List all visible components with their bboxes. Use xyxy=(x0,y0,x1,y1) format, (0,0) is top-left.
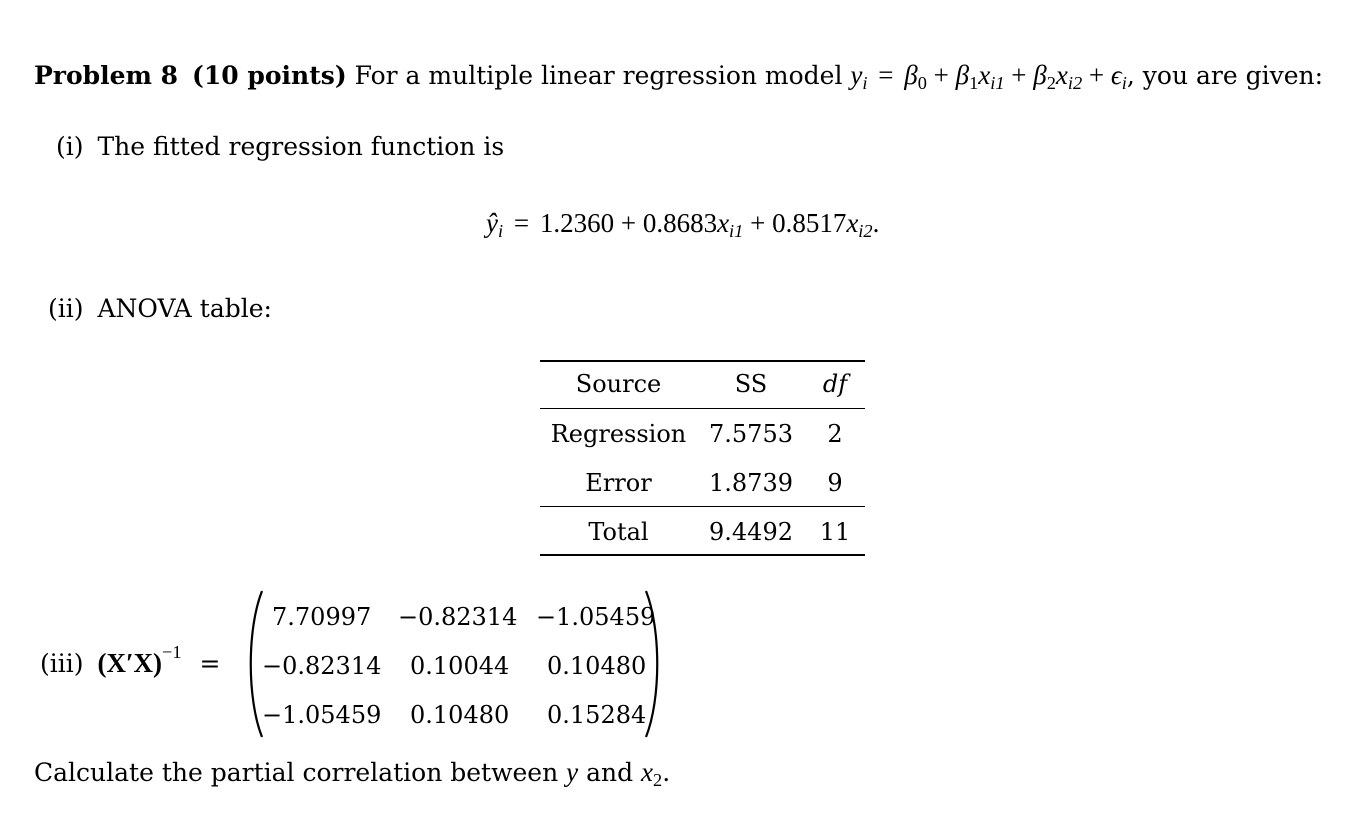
matrix-cell: 0.10044 xyxy=(410,652,510,680)
row-regression-ss: 7.5753 xyxy=(709,420,793,448)
part-iii xyxy=(40,642,221,679)
problem-label: Problem 8 xyxy=(34,61,179,90)
part-i-label: (i) xyxy=(56,132,84,161)
model-equation: $y_i = \beta_0 + \beta_1x_{i1} + \beta_2x_{i2} + \epsilon_i$ xyxy=(850,60,1127,94)
header-df: df xyxy=(822,370,848,398)
part-i xyxy=(56,132,504,161)
matrix-cell: 0.10480 xyxy=(410,701,510,729)
header-ss: SS xyxy=(734,370,768,398)
problem-intro: For a multiple linear regression model xyxy=(354,61,843,90)
part-i-text: The fitted regression function is xyxy=(97,132,505,161)
part-ii xyxy=(48,294,272,323)
row-error-ss: 1.8739 xyxy=(709,469,793,497)
matrix-cell: 0.10480 xyxy=(547,652,647,680)
row-total-source: Total xyxy=(588,518,649,546)
table-total-rule xyxy=(540,506,865,507)
row-error-df: 9 xyxy=(827,469,843,497)
matrix-equals: = xyxy=(199,649,221,678)
row-total-ss: 9.4492 xyxy=(709,518,793,546)
part-iii-label: (iii) xyxy=(40,649,84,678)
problem-given: , you are given: xyxy=(1126,61,1324,90)
table-top-rule xyxy=(540,360,865,362)
question-y: y xyxy=(566,757,579,787)
table-bottom-rule xyxy=(540,554,865,556)
row-error-source: Error xyxy=(585,469,652,497)
matrix-cell: −0.82314 xyxy=(398,603,518,631)
fitted-equation: $ŷ_i = 1.2360 + 0.8683x_{i1} + 0.8517x_{i2}$. xyxy=(486,208,880,242)
row-regression-df: 2 xyxy=(827,420,843,448)
part-ii-text: ANOVA table: xyxy=(97,294,272,323)
row-total-df: 11 xyxy=(819,518,851,546)
part-ii-label: (ii) xyxy=(48,294,84,323)
matrix-cell: 0.15284 xyxy=(547,701,647,729)
table-header-rule xyxy=(540,408,865,409)
question-period: . xyxy=(662,758,671,787)
matrix-cell: 7.70997 xyxy=(272,603,372,631)
matrix-cell: −1.05459 xyxy=(536,603,656,631)
question-and: and xyxy=(586,758,634,787)
problem-statement xyxy=(34,60,1324,94)
anova-table xyxy=(540,360,865,556)
matrix-cell: −0.82314 xyxy=(262,652,382,680)
question-text: Calculate the partial correlation between xyxy=(34,758,559,787)
row-regression-source: Regression xyxy=(550,420,687,448)
header-source: Source xyxy=(575,370,662,398)
matrix-name: $(X'X)^{-1}$ xyxy=(97,642,182,678)
matrix-cell: −1.05459 xyxy=(262,701,382,729)
question xyxy=(34,757,671,791)
problem-points: (10 points) xyxy=(192,61,347,90)
question-x2: $x_2$ xyxy=(641,757,663,791)
